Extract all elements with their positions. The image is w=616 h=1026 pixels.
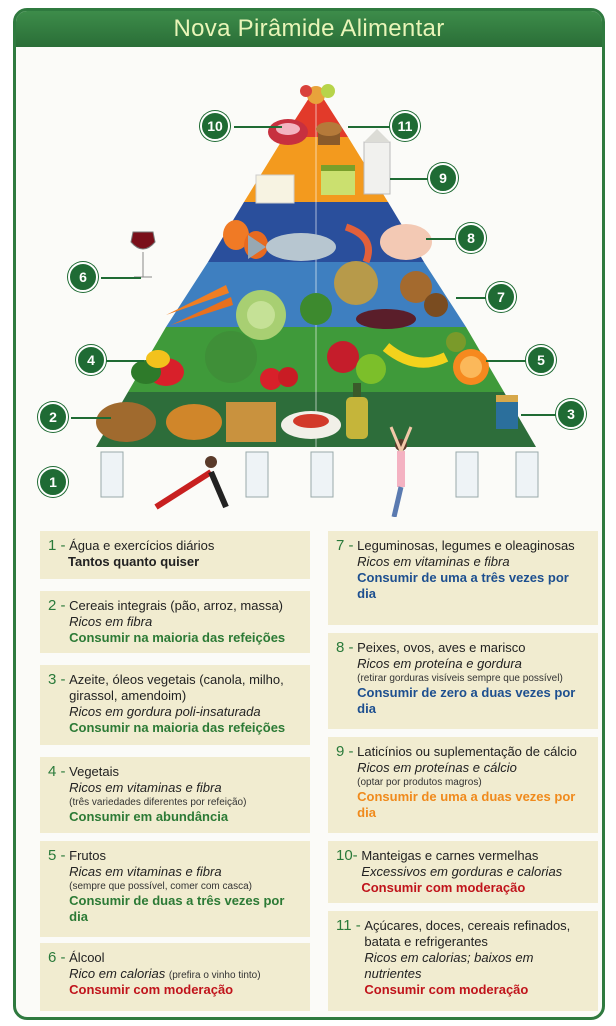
yogurt-icon bbox=[321, 165, 355, 195]
callout-line bbox=[348, 126, 394, 128]
legend-card-10 bbox=[328, 841, 598, 903]
callout-6: 6 bbox=[68, 262, 98, 292]
legend-card-8 bbox=[328, 633, 598, 729]
item-name: Vegetais bbox=[69, 764, 120, 779]
item-advice: Consumir com moderação bbox=[364, 982, 529, 997]
callout-line bbox=[456, 297, 486, 299]
legend-card-9 bbox=[328, 737, 598, 833]
item-rich: Ricos em vitaminas e fibra bbox=[357, 554, 510, 569]
item-number: 11 - bbox=[336, 917, 361, 934]
item-advice: Consumir com moderação bbox=[69, 982, 234, 997]
milk-carton-icon bbox=[364, 129, 390, 194]
callout-8: 8 bbox=[456, 223, 486, 253]
item-number: 6 - bbox=[48, 949, 66, 966]
cheese-icon bbox=[256, 175, 294, 203]
exercising-man-icon bbox=[156, 456, 226, 507]
orange-icon bbox=[453, 349, 489, 385]
kiwi-icon bbox=[446, 332, 466, 352]
beans-icon bbox=[356, 309, 416, 329]
callout-line bbox=[71, 417, 111, 419]
item-number: 1 - bbox=[48, 537, 66, 554]
callout-line bbox=[101, 277, 141, 279]
page-title: Nova Pirâmide Alimentar bbox=[173, 15, 445, 42]
callout-line bbox=[104, 360, 144, 362]
lettuce-icon bbox=[205, 331, 257, 383]
item-name: Álcool bbox=[69, 950, 105, 965]
item-advice: Consumir com moderação bbox=[361, 880, 526, 895]
legend-card-11 bbox=[328, 911, 598, 1011]
lentils-icon bbox=[334, 261, 378, 305]
item-note: (três variedades diferentes por refeição) bbox=[69, 797, 247, 808]
supplement-jar-icon bbox=[496, 395, 518, 429]
callout-line bbox=[390, 178, 430, 180]
item-name: Laticínios ou suplementação de cálcio bbox=[357, 744, 577, 759]
item-name: Manteigas e carnes vermelhas bbox=[361, 848, 539, 863]
callout-3: 3 bbox=[556, 399, 586, 429]
item-note: (optar por produtos magros) bbox=[357, 777, 482, 788]
food-pyramid-svg bbox=[16, 47, 602, 517]
legend-card-5 bbox=[40, 841, 310, 937]
item-advice: Consumir em abundância bbox=[69, 809, 229, 824]
crackers-icon bbox=[226, 402, 276, 442]
callout-4: 4 bbox=[76, 345, 106, 375]
sweets-icon bbox=[300, 84, 335, 104]
water-glass-icon bbox=[246, 452, 268, 497]
water-glass-icon bbox=[516, 452, 538, 497]
item-number: 7 - bbox=[336, 537, 354, 554]
broccoli-icon bbox=[300, 293, 332, 325]
legend-card-7 bbox=[328, 531, 598, 625]
item-advice: Consumir de uma a três vezes por dia bbox=[357, 570, 569, 601]
item-rich: Excessivos em gorduras e calorias bbox=[361, 864, 563, 879]
item-advice: Consumir na maioria das refeições bbox=[69, 720, 286, 735]
water-glass-icon bbox=[456, 452, 478, 497]
item-number: 5 - bbox=[48, 847, 66, 864]
muffin-icon bbox=[316, 122, 342, 145]
callout-10: 10 bbox=[200, 111, 230, 141]
item-rich: Ricos em gordura poli-insaturada bbox=[69, 704, 261, 719]
item-number: 3 - bbox=[48, 671, 66, 688]
callout-2: 2 bbox=[38, 402, 68, 432]
item-advice: Consumir de zero a duas vezes por dia bbox=[357, 685, 576, 716]
item-name: Azeite, óleos vegetais (canola, milho, girassol, amendoim) bbox=[69, 672, 284, 703]
callout-9: 9 bbox=[428, 163, 458, 193]
callout-11: 11 bbox=[390, 111, 420, 141]
red-meat-icon bbox=[268, 119, 308, 145]
water-glass-icon bbox=[311, 452, 333, 497]
item-name: Leguminosas, legumes e oleaginosas bbox=[357, 538, 575, 553]
callout-7: 7 bbox=[486, 282, 516, 312]
legend-card-4 bbox=[40, 757, 310, 833]
item-advice: Consumir de duas a três vezes por dia bbox=[69, 893, 285, 924]
item-rich: Ricos em fibra bbox=[69, 614, 153, 629]
item-note: (sempre que possível, comer com casca) bbox=[69, 881, 252, 892]
chicken-icon bbox=[380, 224, 432, 260]
item-name: Frutos bbox=[69, 848, 106, 863]
item-number: 4 - bbox=[48, 763, 66, 780]
item-name: Cereais integrais (pão, arroz, massa) bbox=[69, 598, 283, 613]
title-bar bbox=[16, 11, 602, 47]
item-advice: Consumir de uma a duas vezes por dia bbox=[357, 789, 576, 820]
item-number: 8 - bbox=[336, 639, 354, 656]
legend-card-2 bbox=[40, 591, 310, 653]
legend-card-3 bbox=[40, 665, 310, 745]
item-note: (prefira o vinho tinto) bbox=[168, 970, 261, 981]
item-rich: Ricos em calorias; baixos em nutrientes bbox=[364, 950, 534, 981]
callout-line bbox=[521, 414, 556, 416]
cabbage-icon bbox=[236, 290, 286, 340]
legend-card-6 bbox=[40, 943, 310, 1011]
item-rich: Ricos em vitaminas e fibra bbox=[69, 780, 222, 795]
item-number: 9 - bbox=[336, 743, 354, 760]
callout-line bbox=[486, 360, 526, 362]
pasta-icon bbox=[281, 411, 341, 439]
food-pyramid-illustration bbox=[16, 47, 602, 517]
item-note: (retirar gorduras visíveis sempre que possível) bbox=[357, 673, 563, 684]
item-name: Açúcares, doces, cereais refinados, batata e refrigerantes bbox=[364, 918, 571, 949]
item-advice: Tantos quanto quiser bbox=[68, 554, 200, 569]
poster-frame bbox=[13, 8, 605, 1020]
item-rich: Ricos em proteína e gordura bbox=[357, 656, 522, 671]
wine-glass-icon bbox=[131, 232, 155, 277]
item-rich: Ricos em proteínas e cálcio bbox=[357, 760, 517, 775]
callout-line bbox=[426, 238, 456, 240]
legend-card-1 bbox=[40, 531, 310, 579]
callout-5: 5 bbox=[526, 345, 556, 375]
item-advice: Consumir na maioria das refeições bbox=[69, 630, 286, 645]
callout-line bbox=[234, 126, 282, 128]
item-name: Água e exercícios diários bbox=[69, 538, 215, 553]
callout-1: 1 bbox=[38, 467, 68, 497]
item-number: 2 - bbox=[48, 597, 66, 614]
water-glass-icon bbox=[101, 452, 123, 497]
item-name: Peixes, ovos, aves e marisco bbox=[357, 640, 526, 655]
item-rich: Rico em calorias bbox=[69, 966, 166, 981]
item-rich: Ricas em vitaminas e fibra bbox=[69, 864, 222, 879]
item-number: 10- bbox=[336, 847, 358, 864]
